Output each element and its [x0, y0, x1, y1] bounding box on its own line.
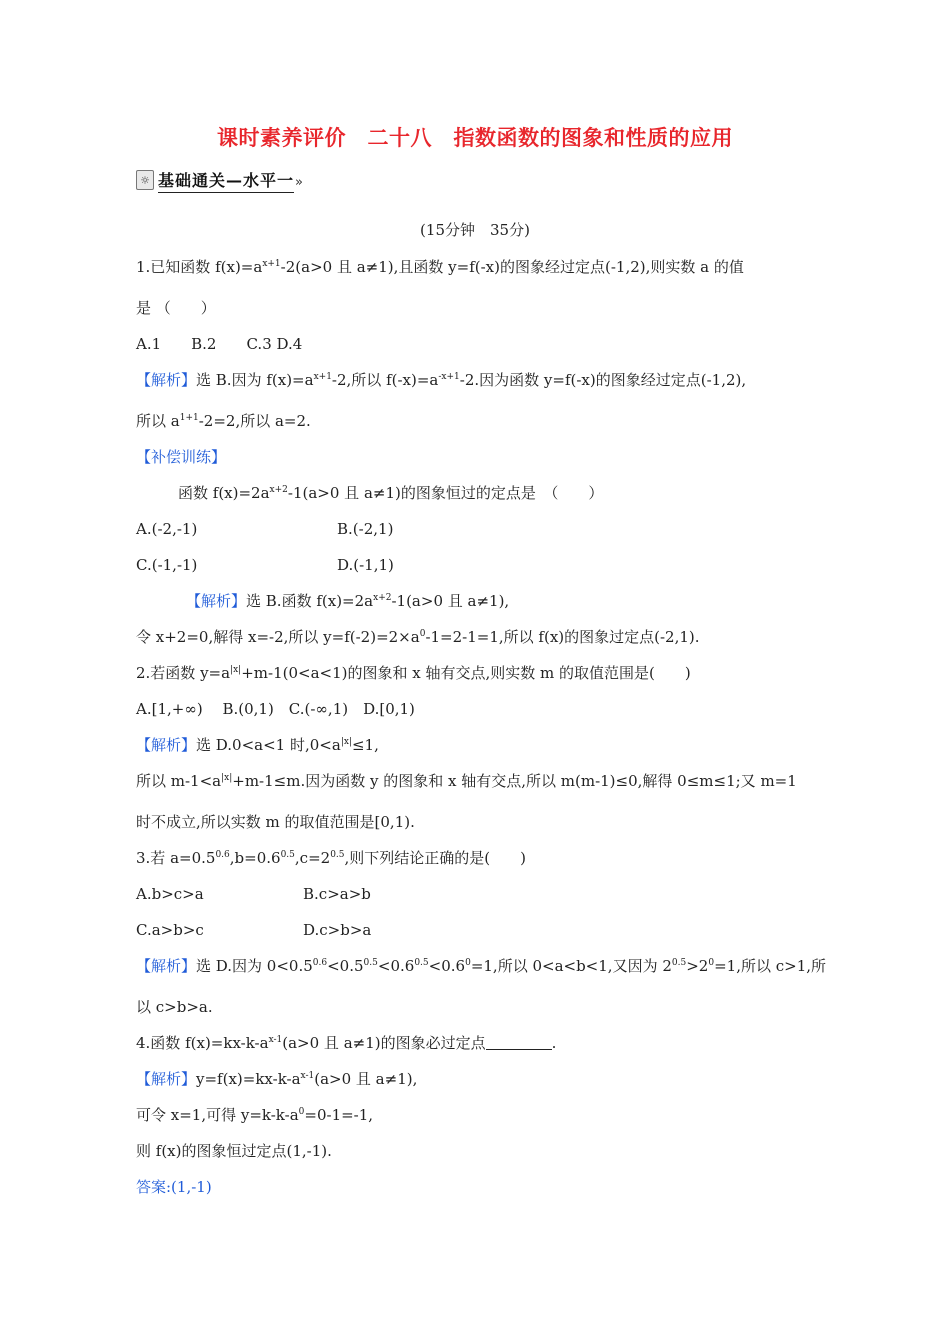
q3-option-b: B.c>a>b — [303, 885, 371, 903]
q4-solution-line3: 则 f(x)的图象恒过定点(1,-1). — [136, 1142, 332, 1160]
q4-stem: 4.函数 $f(x)=kx-k-a^{x-1}(a>0$ 且 a≠1)的图象必过定点 . — [136, 1034, 557, 1052]
q2-stem: 2.若函数 $y=a^{|x|}+m-1(0<a<1)$的图象和 x 轴有交点,则实数 m 的取值范围是( ) — [136, 664, 691, 682]
extra-option-c: C.(-1,-1) — [136, 556, 198, 574]
section-label: 基础通关—水平一 — [158, 168, 294, 193]
q2-solution-line3: 时不成立,所以实数 m 的取值范围是[0,1). — [136, 813, 415, 831]
q2-options: A.[1,+∞) B.(0,1) C.(-∞,1) D.[0,1) — [136, 700, 415, 718]
extra-option-b: B.(-2,1) — [337, 520, 394, 538]
q4-answer-blank — [486, 1035, 552, 1050]
q3-solution-line2: 以 c>b>a. — [136, 998, 213, 1016]
q3-option-a: A.b>c>a — [136, 885, 204, 903]
double-chevron-icon: » — [295, 174, 303, 190]
extra-solution-line1: 【解析】选 B.函数 $f(x)=2a^{x+2}-1(a>0$ 且 a≠1), — [186, 592, 510, 610]
q2-solution-line1: 【解析】选 D.0<a<1 时$,0<a^{|x|}\le 1$, — [136, 736, 379, 754]
extra-option-d: D.(-1,1) — [337, 556, 394, 574]
bulb-icon: ☼ — [136, 170, 154, 190]
page-title: 课时素养评价 二十八 指数函数的图象和性质的应用 — [217, 126, 733, 150]
extra-stem: 函数 $f(x)=2a^{x+2}-1(a>0$ 且 a≠1)的图象恒过的定点是 （ ） — [178, 484, 604, 502]
time-note: (15分钟 35分) — [420, 221, 530, 239]
extra-solution-line2: 令 x+2=0,解得 x=-2,所以 $y=f(-2)=2\times a^0-1=2-1=1$,所以 f(x)的图象过定点(-2,1). — [136, 628, 700, 646]
extra-option-a: A.(-2,-1) — [136, 520, 198, 538]
q1-options: A.1 B.2 C.3 D.4 — [136, 335, 303, 353]
q1-solution-line1: 【解析】选 B.因为 $f(x)=a^{x+1}-2$,所以 $f(-x)=a^{-x+1}-2$.因为函数 y=f(-x)的图象经过定点(-1,2), — [136, 371, 747, 389]
q4-solution-line1: 【解析】$y=f(x)=kx-k-a^{x-1}(a>0$ 且 a≠1), — [136, 1070, 418, 1088]
q1-stem-line2: 是 （ ） — [136, 299, 216, 317]
q3-option-c: C.a>b>c — [136, 921, 204, 939]
q3-stem: 3.若 $a=0.5^{0.6},b=0.6^{0.5},c=2^{0.5}$,则下列结论正确的是( ) — [136, 849, 526, 867]
q4-answer: 答案:(1,-1) — [136, 1178, 212, 1196]
q1-solution-line2: 所以 $a^{1+1}-2=2$,所以 a=2. — [136, 412, 311, 430]
q1-stem-line1: 1.已知函数 $f(x)=a^{x+1}-2(a>0$ 且 a≠1),且函数 y=f(-x)的图象经过定点(-1,2),则实数 a 的值 — [136, 258, 744, 276]
section-header — [136, 169, 303, 191]
q2-solution-line2: 所以 $m-1<a^{|x|}+m-1\le m$.因为函数 y 的图象和 x 轴有交点,所以 m(m-1)≤0,解得 0≤m≤1;又 m=1 — [136, 772, 797, 790]
q3-option-d: D.c>b>a — [303, 921, 372, 939]
q4-solution-line2: 可令 x=1,可得 $y=k-k-a^0=0-1=-1$, — [136, 1106, 374, 1124]
q3-solution-line1: 【解析】选 D.因为 $0<0.5^{0.6}<0.5^{0.5}<0.6^{0.5}<0.6^0=1$,所以 0<a<b<1,又因为 $2^{0.5}>2^0=1$,所以 c>1,所 — [136, 957, 827, 975]
extra-training-tag: 【补偿训练】 — [136, 448, 227, 466]
